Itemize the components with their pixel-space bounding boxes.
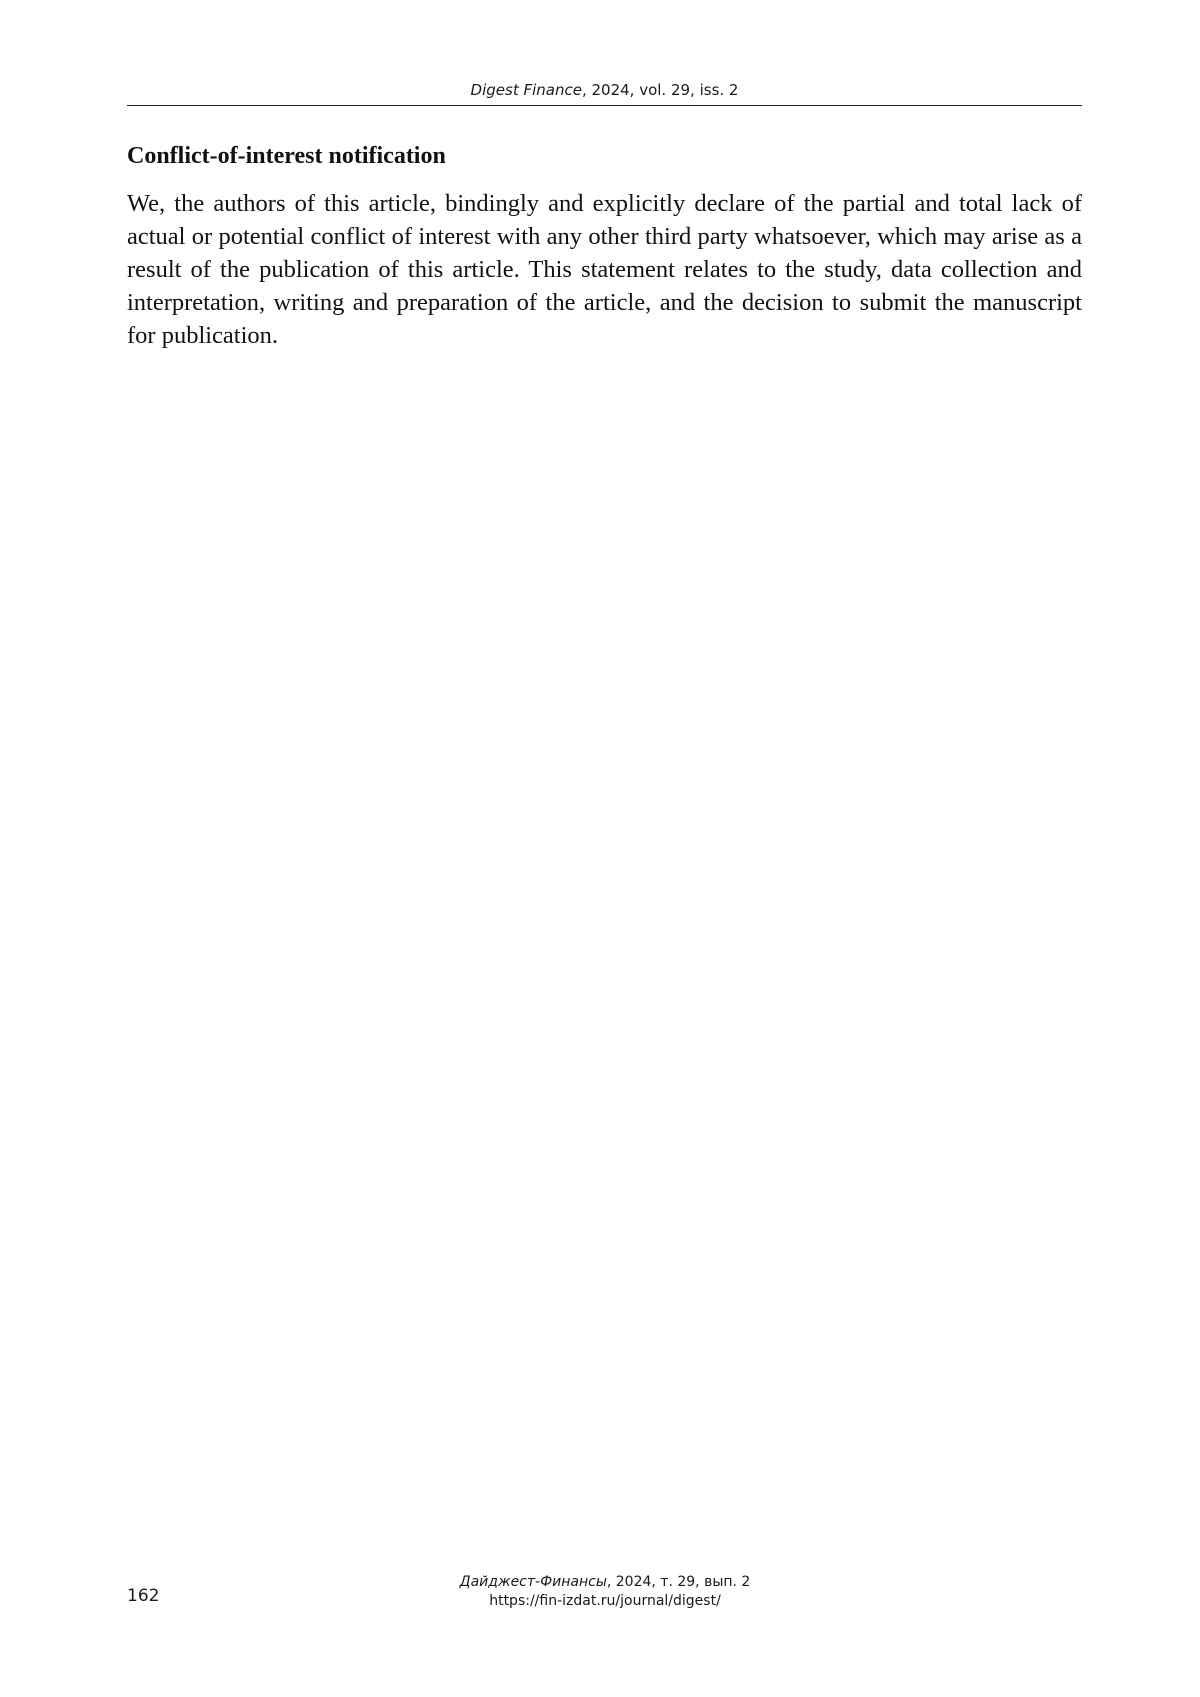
conflict-of-interest-statement: We, the authors of this article, bindingly and explicitly declare of the partial and total lack of actual or potential conflict of interest with any other third party whatsoever, which may arise as a result of the publication of this article. This statement relates to the study, data collection and interpretation, writing and preparation of the article, and the decision to submit the manuscript for publication. — [127, 190, 1082, 349]
footer-citation-line — [350, 1573, 860, 1592]
section-heading: Conflict-of-interest notification — [127, 143, 446, 169]
header-journal-name: Digest Finance — [470, 81, 582, 99]
running-footer — [350, 1573, 860, 1611]
page-number: 162 — [127, 1586, 160, 1606]
footer-journal-name: Дайджест-Финансы — [459, 1574, 607, 1590]
footer-citation: , 2024, т. 29, вып. 2 — [606, 1574, 751, 1590]
footer-url: https://fin-izdat.ru/journal/digest/ — [489, 1593, 721, 1609]
running-header — [127, 80, 1082, 100]
header-citation: , 2024, vol. 29, iss. 2 — [581, 81, 739, 99]
header-rule — [127, 105, 1082, 106]
